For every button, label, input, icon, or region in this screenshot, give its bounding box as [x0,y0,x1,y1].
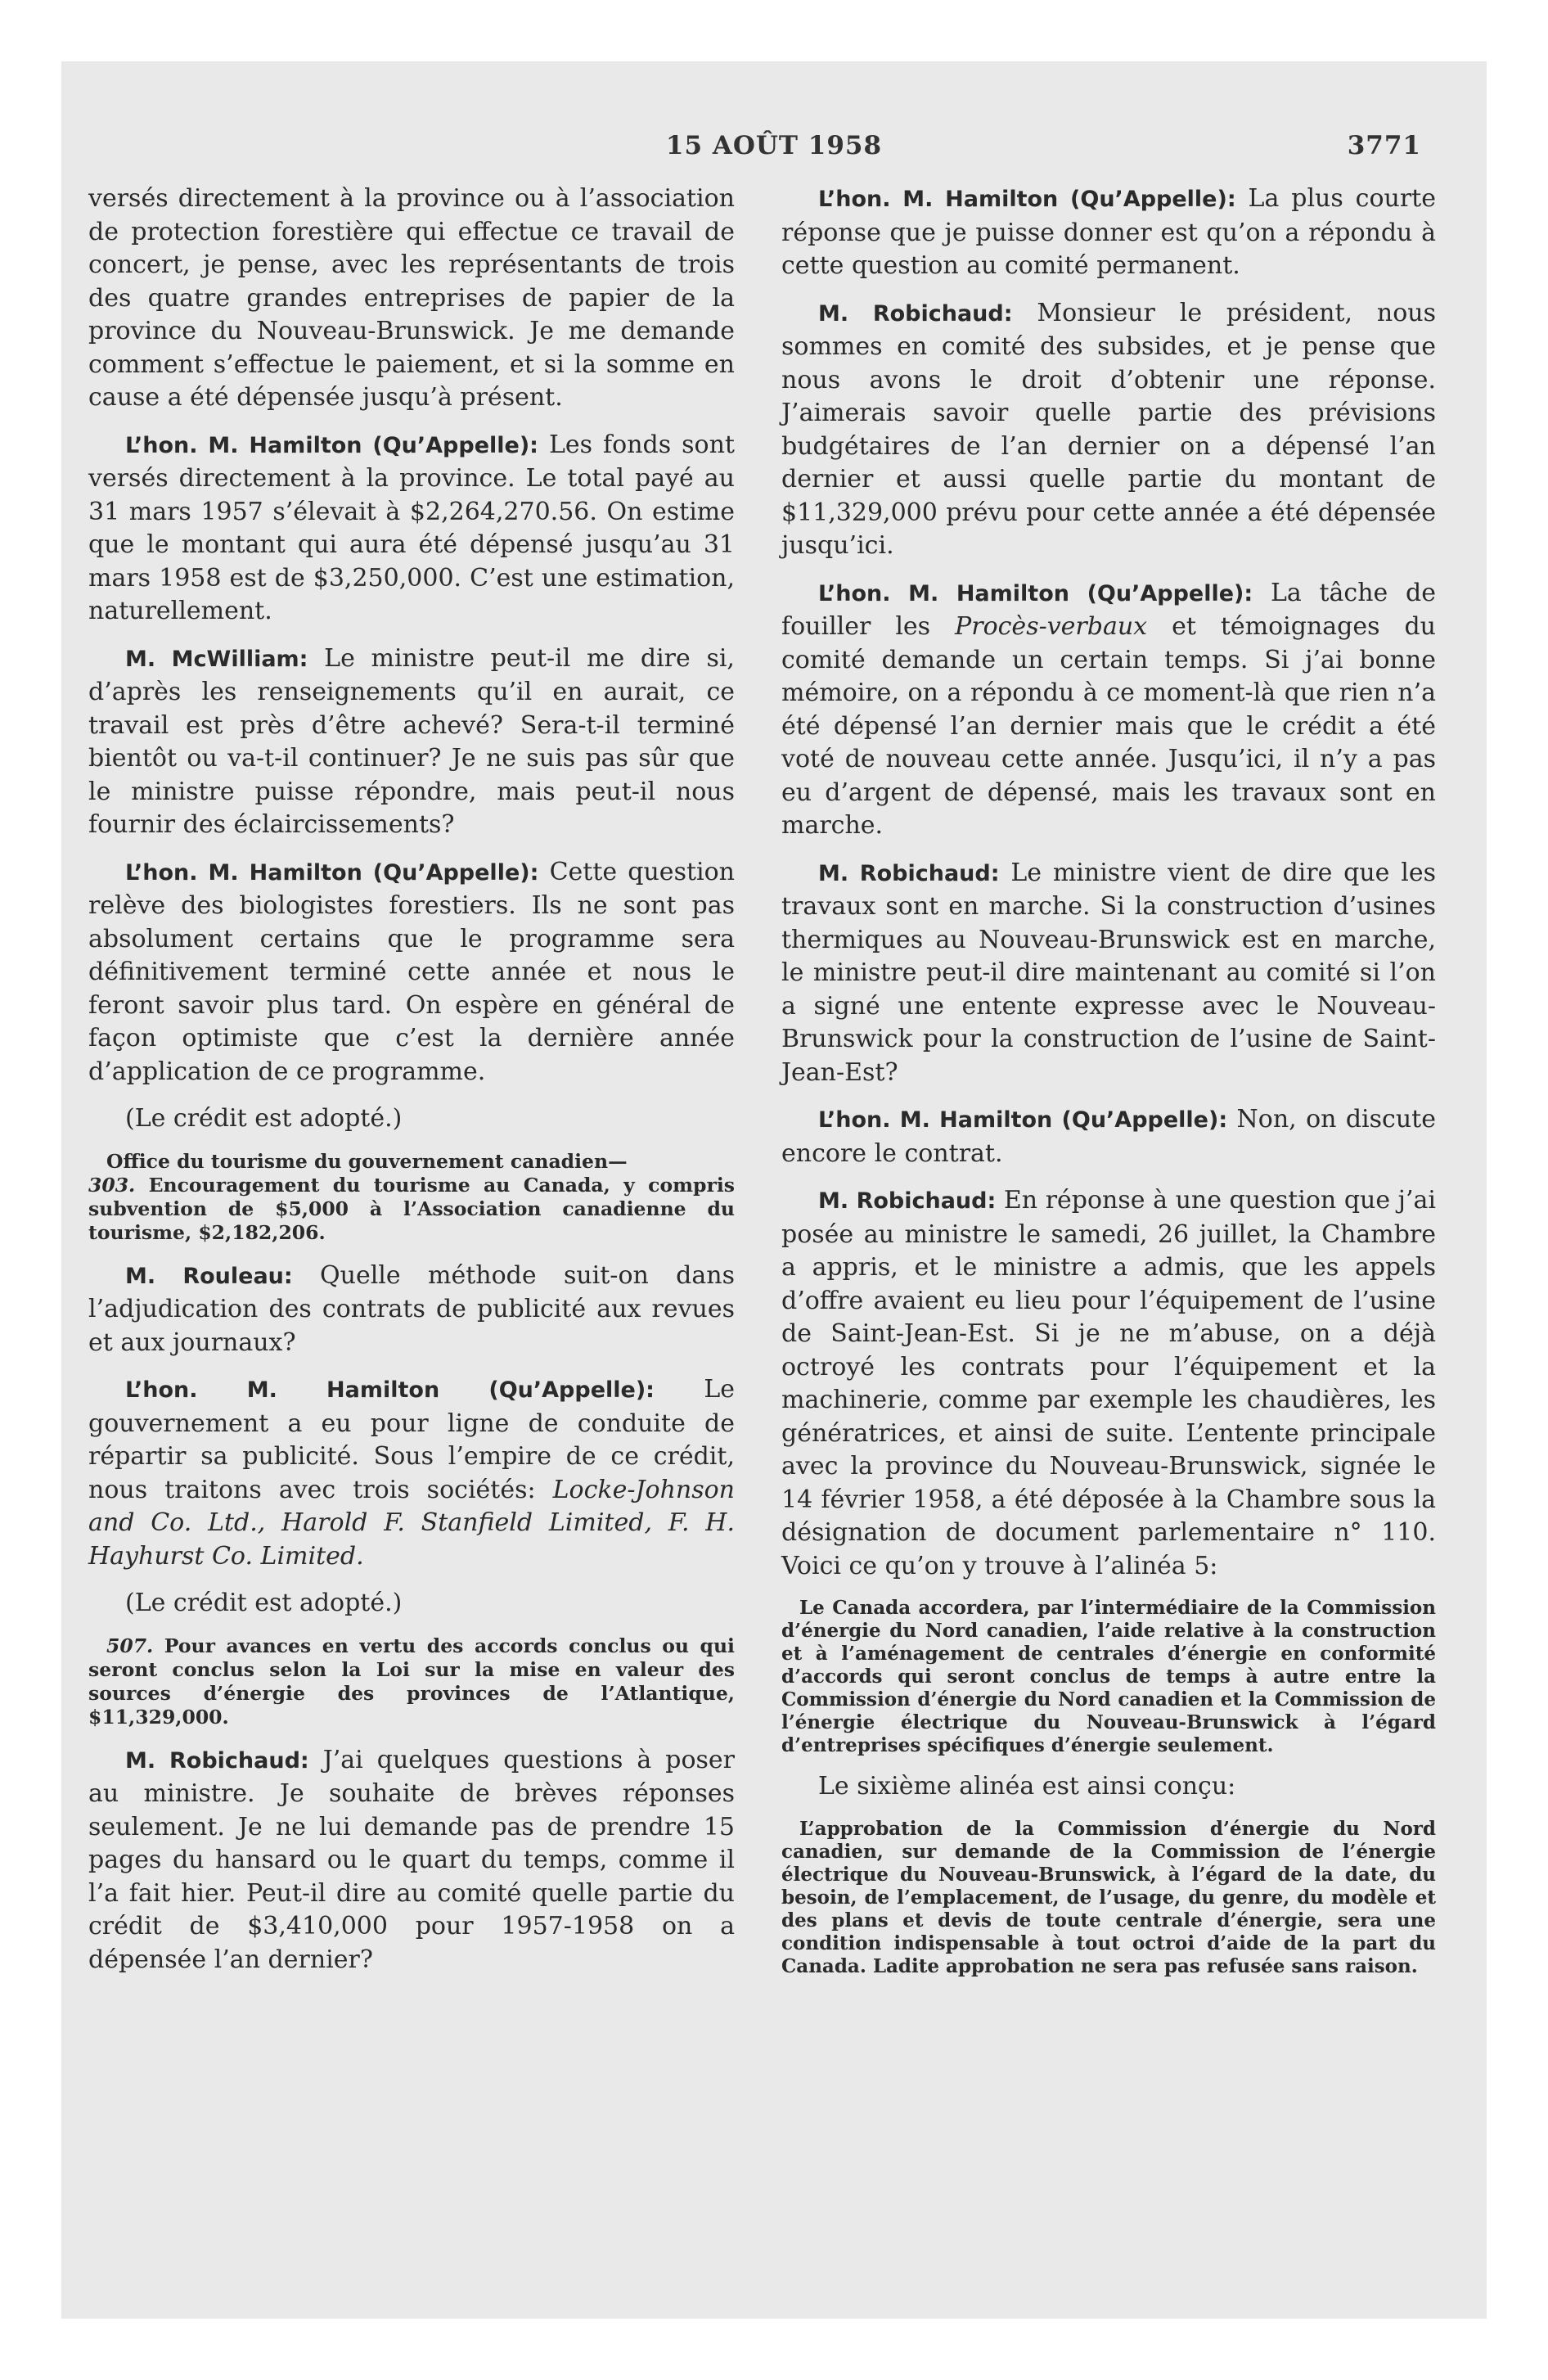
budget-item-number: 507. [106,1634,154,1657]
quoted-clause: Le Canada accordera, par l’intermédiaire de la Commission d’énergie du Nord canadien, l’aide relative à la construction et à l’aménagement de centrales d’énergie en conformité d’accords qui seront conclus de temps à autre entre la Commission d’énergie du Nord canadien et la Commission de l’énergie électrique du Nouveau-Brunswick à l’égard d’entreprises spécifiques d’énergie seulement. [781,1597,1436,1756]
speech-text: J’ai quelques questions à poser au ministre. Je souhaite de brèves réponses seulement. Je ne lui demande pas de prendre 15 pages du hansard ou le quart du temps, comme il l’a fait hier. Peut-il dire au comité quelle partie du crédit de $3,410,000 pour 1957-1958 on a dépensée l’an dernier? [88,1745,735,1974]
speaker-name: L’hon. M. Hamilton (Qu’Appelle): [818,580,1253,606]
document-title: Procès-verbaux [955,612,1148,641]
budget-item-title: Office du tourisme du gouvernement canadien— [106,1149,628,1173]
speaker-name: L’hon. M. Hamilton (Qu’Appelle): [125,432,538,458]
paragraph: versés directement à la province ou à l’association de protection forestière qui effectue ce travail de concert, je pense, avec les représentants de trois des quatre grandes entreprises de papier de la province du Nouveau-Brunswick. Je me demande comment s’effectue le paiement, et si la somme en cause a été dépensée jusqu’à présent. [88,184,735,412]
paragraph [781,183,1436,283]
budget-item-number: 303. [88,1173,136,1197]
speech-text: Quelle méthode suit-on dans l’adjudication des contrats de publicité aux revues et aux journaux? [88,1260,735,1357]
credit-adopted: (Le crédit est adopté.) [125,1589,403,1617]
page [61,61,1487,2319]
right-column [781,183,1436,1991]
speaker-name: M. Robichaud: [125,1747,309,1774]
speech-text: Le gouvernement a eu pour ligne de conduite de répartir sa publicité. Sous l’empire de ce crédit, nous traitons avec trois sociétés: [88,1375,735,1504]
paragraph [88,1744,735,1977]
speaker-name: M. McWilliam: [125,646,308,672]
paragraph [88,856,735,1089]
paragraph [88,642,735,842]
paragraph [781,857,1436,1090]
budget-item [88,1150,735,1245]
speech-text: En réponse à une question que j’ai posée au ministre le samedi, 26 juillet, la Chambre a appris, et le ministre a admis, que les appels d’offre avaient eu lieu pour l’équipement de l’usine de Saint-Jean-Est. Si je ne m’abuse, on a déjà octroyé les contrats pour l’équipement et la machinerie, comme par exemple les chaudières, les génératrices, et ainsi de suite. L’entente principale avec la province du Nouveau-Brunswick, signée le 14 février 1958, a été déposée à la Chambre sous la désignation de document parlementaire n° 110. Voici ce qu’on y trouve à l’alinéa 5: [781,1186,1437,1580]
paragraph [781,577,1436,843]
speaker-name: L’hon. M. Hamilton (Qu’Appelle): [818,1107,1228,1133]
speech-text: La plus courte réponse que je puisse donner est qu’on a répondu à cette question au comité permanent. [781,184,1436,280]
quoted-clause: L’approbation de la Commission d’énergie du Nord canadien, sur demande de la Commission de l’énergie électrique du Nouveau-Brunswick, à l’égard de la date, du besoin, de l’emplacement, de l’usage, du genre, du modèle et des plans et devis de toute centrale d’énergie, sera une condition indispensable à tout octroi d’aide de la part du Canada. Ladite approbation ne sera pas refusée sans raison. [781,1817,1436,1977]
speech-text: et témoignages du comité demande un certain temps. Si j’ai bonne mémoire, on a répondu à ce moment-là que rien n’a été dépensé l’an dernier mais que le crédit a été voté de nouveau cette année. Jusqu’ici, il n’y a pas eu d’argent de dépensé, mais les travaux sont en marche. [781,612,1437,840]
speech-text: Les fonds sont versés directement à la province. Le total payé au 31 mars 1957 s’élevait à $2,264,270.56. On estime que le montant qui aura été dépensé jusqu’au 31 mars 1958 est de $3,250,000. C’est une estimation, naturellement. [88,430,735,625]
budget-item-text: Encouragement du tourisme au Canada, y compris subvention de $5,000 à l’Association canadienne du tourisme, $2,182,206. [88,1173,735,1244]
page-header [61,131,1487,180]
budget-item [88,1634,735,1729]
budget-item-text: Pour avances en vertu des accords conclus ou qui seront conclus selon la Loi sur la mise en valeur des sources d’énergie des provinces de l’Atlantique, $11,329,000. [88,1634,735,1729]
speech-text: Non, on discute encore le contrat. [781,1105,1436,1168]
speaker-name: L’hon. M. Hamilton (Qu’Appelle): [125,859,539,886]
speech-text: Le ministre vient de dire que les travaux sont en marche. Si la construction d’usines thermiques au Nouveau-Brunswick est en marche, le ministre peut-il dire maintenant au comité si l’on a signé une entente expresse avec le Nouveau-Brunswick pour la construction de l’usine de Saint-Jean-Est? [781,858,1436,1087]
page-number: 3771 [1347,131,1421,160]
speaker-name: M. Robichaud: [818,860,1000,886]
paragraph [88,429,735,629]
company-list: Locke-Johnson and Co. Ltd., Harold F. Stanfield Limited, F. H. Hayhurst Co. Limited. [88,1475,735,1571]
speaker-name: L’hon. M. Hamilton (Qu’Appelle): [818,187,1236,212]
speech-text: Cette question relève des biologistes forestiers. Ils ne sont pas absolument certains que le programme sera définitivement terminé cette année et nous le feront savoir plus tard. On espère en général de façon optimiste que c’est la dernière année d’application de ce programme. [88,857,735,1086]
speech-text: Monsieur le président, nous sommes en comité des subsides, et je pense que nous avons le droit d’obtenir une réponse. J’aimerais savoir quelle partie des prévisions budgétaires de l’an dernier on a dépensé l’an dernier et aussi quelle partie du montant de $11,329,000 prévu pour cette année a été dépensée jusqu’ici. [781,298,1436,560]
header-date: 15 AOÛT 1958 [665,131,883,160]
speaker-name: L’hon. M. Hamilton (Qu’Appelle): [125,1377,655,1403]
speaker-name: M. Robichaud: [818,300,1013,327]
paragraph [781,1103,1436,1170]
paragraph [88,1260,735,1360]
speaker-name: M. Rouleau: [125,1263,293,1289]
credit-adopted: (Le crédit est adopté.) [125,1104,403,1133]
left-column [88,183,735,1990]
paragraph [781,1184,1436,1583]
speech-text: Le ministre peut-il me dire si, d’après les renseignements qu’il en aurait, ce travail est près d’être achevé? Sera-t-il terminé bientôt ou va-t-il continuer? Je ne suis pas sûr que le ministre puisse répondre, mais peut-il nous fournir des éclaircissements? [88,643,735,839]
paragraph [88,1373,735,1573]
speaker-name: M. Robichaud: [818,1188,997,1214]
paragraph: Le sixième alinéa est ainsi conçu: [818,1772,1236,1801]
speech-text: La tâche de fouiller les [781,578,1437,641]
paragraph [781,297,1436,563]
